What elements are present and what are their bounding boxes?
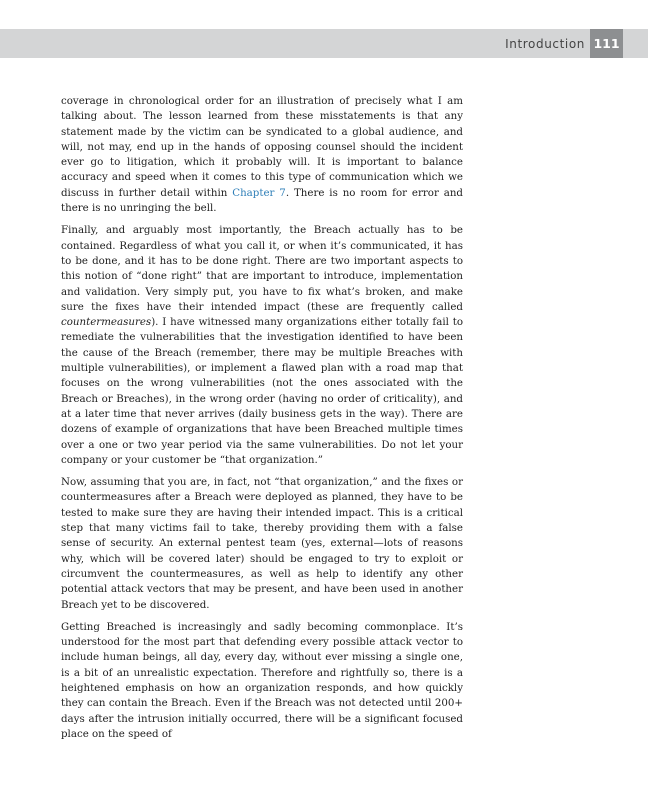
paragraph-1-text-end: . There is no room for error and there is no unringing the bell. — [61, 186, 463, 215]
paragraph-2-text-end: ). I have witnessed many organizations either totally fail to remediate the vulnerabilities that the investigation identified to have been the cause of the Breach (remember, there may be multiple Breaches with multiple vulnerabilities), or implement a flawed plan with a road map that focuses on the wrong vulnerabilities (not the ones associated with the Breach or Breaches), in the wrong order (having no order of criticality), and at a later time that never arrives (daily business gets in the way). There are dozens of example of organizations that have been Breached multiple times over a one or two year period via the same vulnerabilities. Do not let your company or your customer be “that organization.” — [61, 316, 463, 466]
countermeasures-term: countermeasures — [61, 316, 152, 329]
paragraph-2 — [61, 223, 463, 468]
running-header — [0, 29, 648, 58]
paragraph-2-text: Finally, and arguably most importantly, the Breach actually has to be contained. Regardless of what you call it, or when it’s communicated, it has to be done, and it has to be done right. There are two important aspects to this notion of “done right” that are important to introduce, implementation and validation. Very simply put, you have to fix what’s broken, and make sure the fixes have their intended impact (these are frequently called — [61, 224, 463, 313]
body-text — [61, 94, 463, 749]
paragraph-4: Getting Breached is increasingly and sadly becoming commonplace. It’s understood for the most part that defending every possible attack vector to include human beings, all day, every day, without ever missing a single one, is a bit of an unrealistic expectation. Therefore and rightfully so, there is a heightened emphasis on how an organization responds, and how quickly they can contain the Breach. Even if the Breach was not detected until 200+ days after the intrusion initially occurred, there will be a significant focused place on the speed of — [61, 620, 463, 740]
paragraph-1-text: coverage in chronological order for an illustration of precisely what I am talking about. The lesson learned from these misstatements is that any statement made by the victim can be syndicated to a global audience, and will, not may, end up in the hands of opposing counsel should the incident ever go to litigation, which it probably will. It is important to balance accuracy and speed when it comes to this type of communication which we discuss in further detail within — [61, 95, 463, 199]
page-number-badge: 111 — [590, 29, 623, 58]
paragraph-1 — [61, 94, 463, 216]
header-section-title: Introduction — [505, 37, 585, 51]
chapter-7-link[interactable]: Chapter 7 — [232, 186, 286, 199]
paragraph-3: Now, assuming that you are, in fact, not “that organization,” and the fixes or countermeasures after a Breach were deployed as planned, they have to be tested to make sure they are having their intended impact. This is a critical step that many victims fail to take, thereby providing them with a false sense of security. An external pentest team (yes, external—lots of reasons why, which will be covered later) should be engaged to try to exploit or circumvent the countermeasures, as well as help to identify any other potential attack vectors that may be present, and have been used in another Breach yet to be discovered. — [61, 476, 463, 611]
